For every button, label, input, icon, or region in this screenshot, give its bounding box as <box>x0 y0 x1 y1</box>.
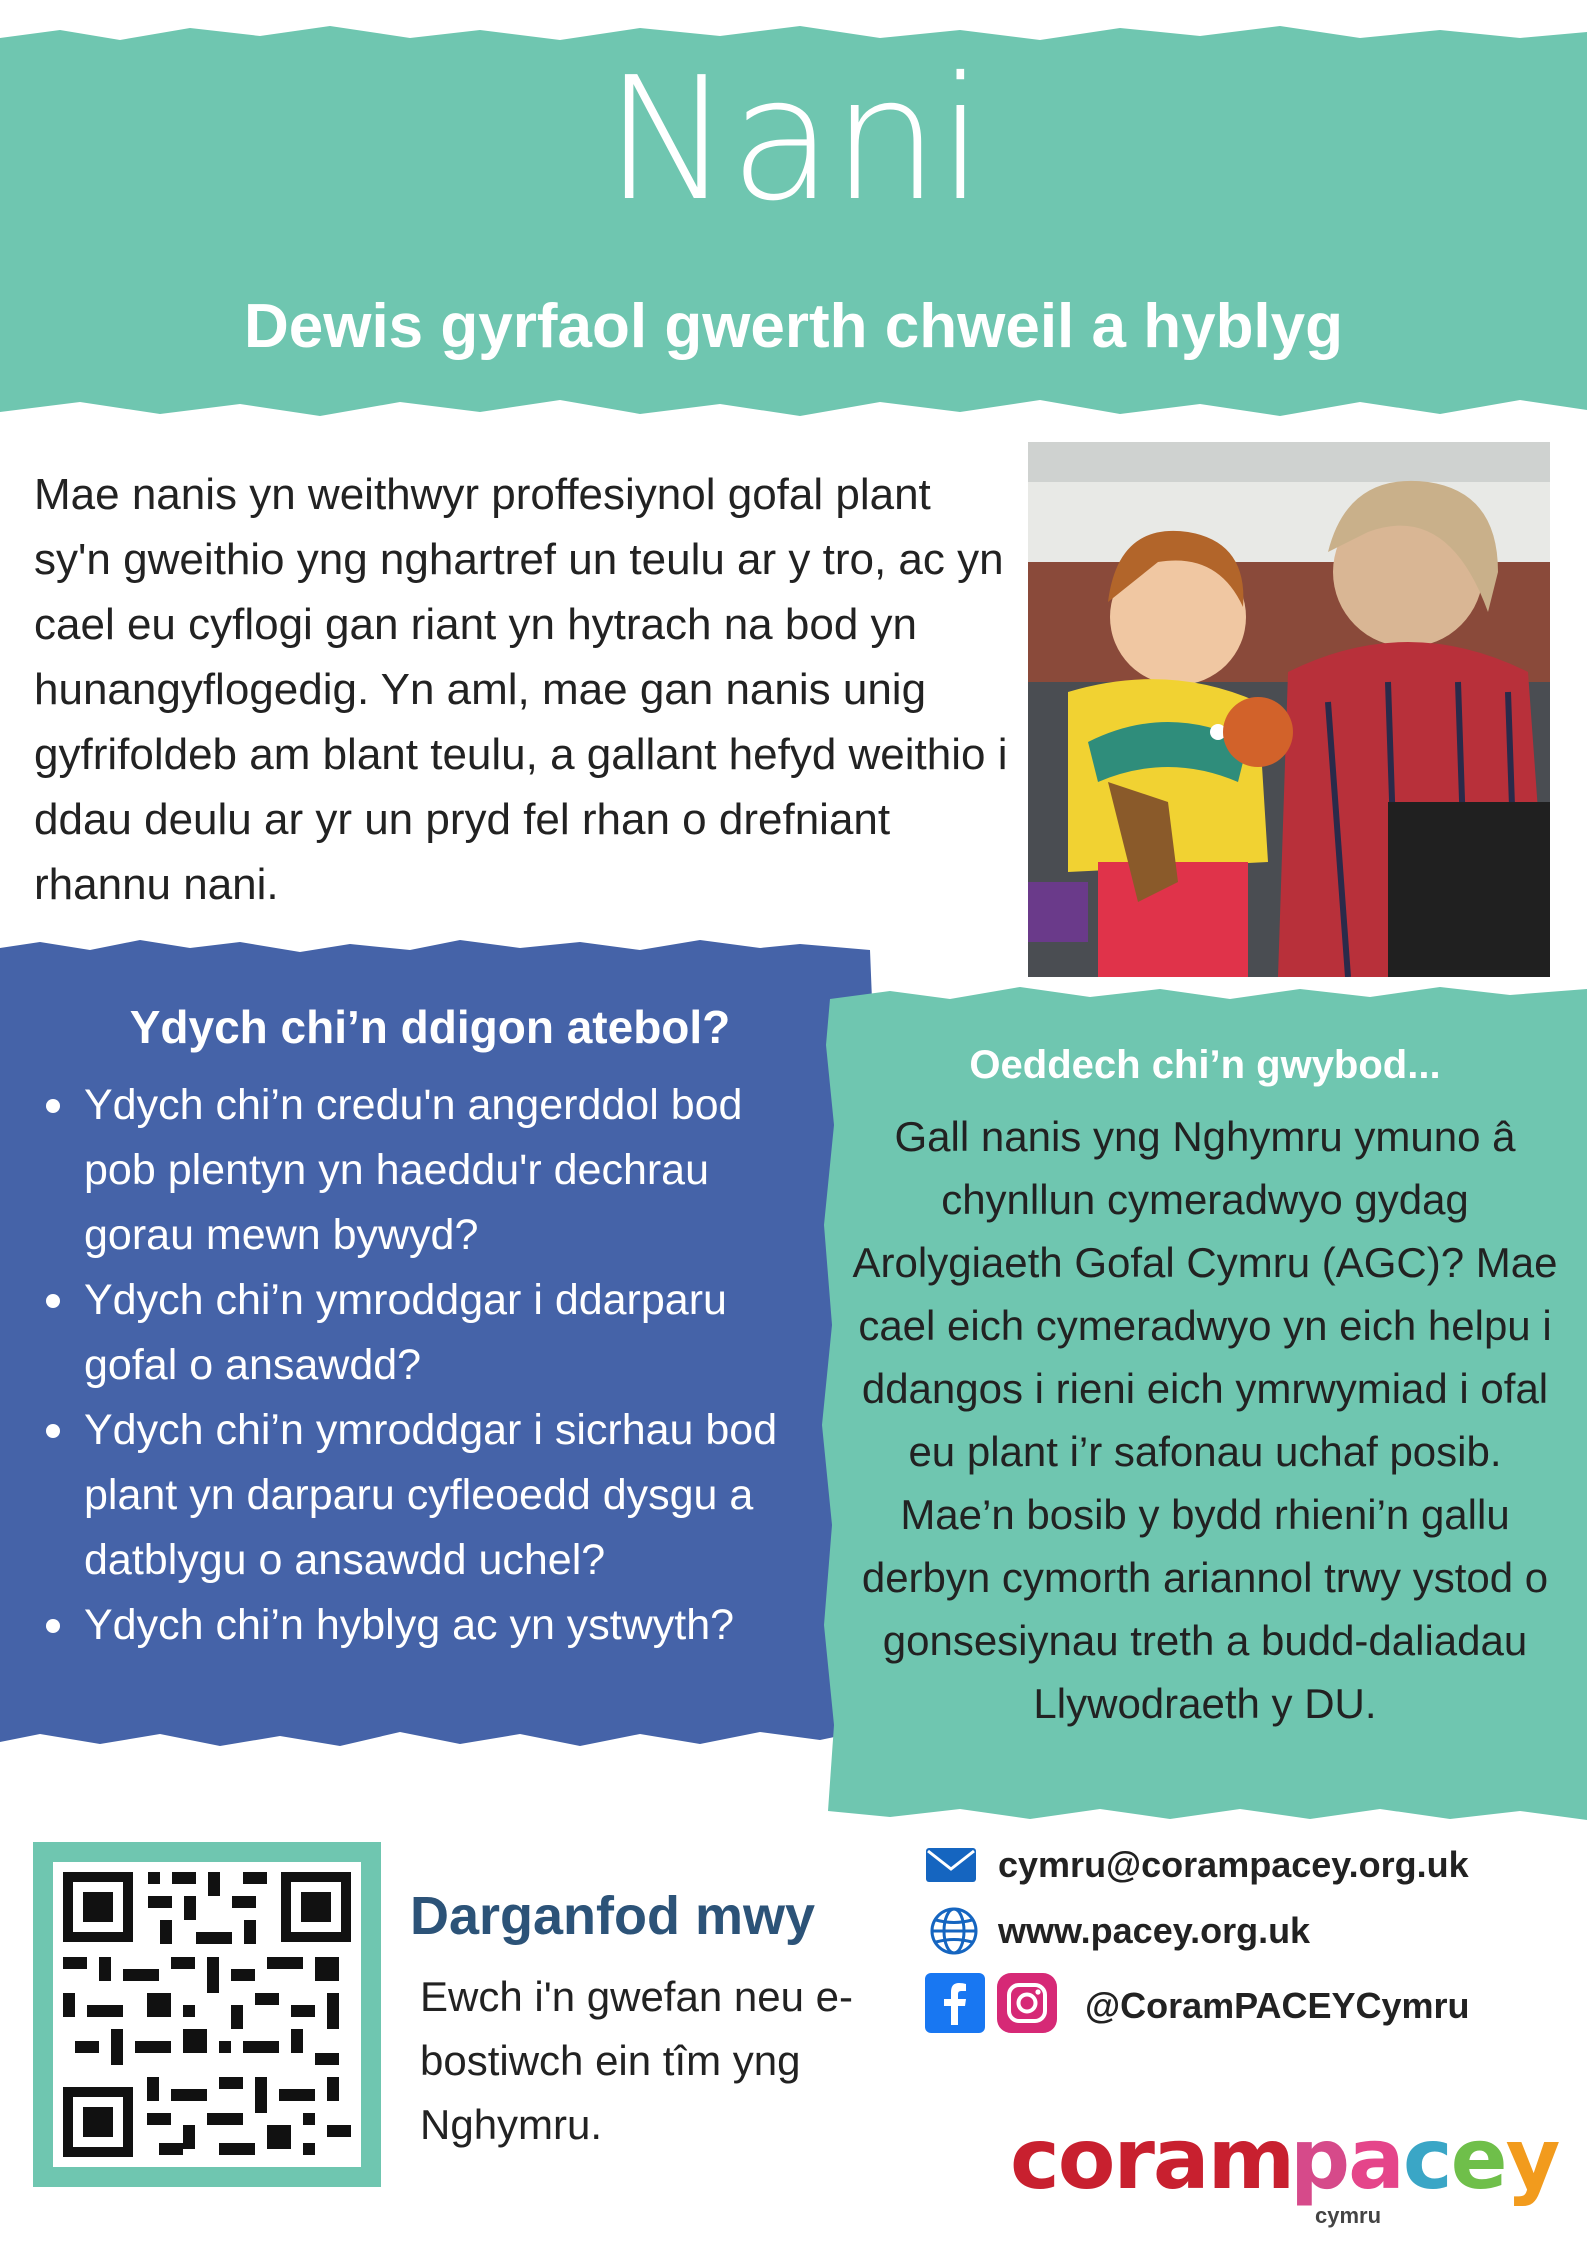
find-more-text: Ewch i'n gwefan neu e-bostiwch ein tîm yng Nghymru. <box>420 1973 853 2148</box>
facebook-icon[interactable] <box>925 1973 985 2033</box>
social-handle[interactable]: @CoramPACEYCymru <box>1085 1985 1470 2026</box>
list-item: Ydych chi’n ymroddgar i sicrhau bod plant yn darparu cyfleoedd dysgu a datblygu o ansawdd uchel? <box>34 1398 814 1593</box>
cymru-logo-text: cymru <box>1315 2203 1382 2228</box>
page-subtitle: Dewis gyrfaol gwerth chweil a hyblyg <box>243 292 1344 361</box>
questions-list <box>34 1073 814 1658</box>
list-item: Ydych chi’n hyblyg ac yn ystwyth? <box>34 1593 814 1658</box>
questions-heading: Ydych chi’n ddigon atebol? <box>129 1001 731 1053</box>
website-link[interactable]: www.pacey.org.uk <box>998 1910 1311 1951</box>
qr-code[interactable] <box>53 1862 361 2167</box>
did-you-know-heading: Oeddech chi’n gwybod... <box>969 1043 1441 1087</box>
page-title: Nani <box>604 41 983 239</box>
instagram-icon[interactable] <box>997 1973 1057 2033</box>
intro-paragraph: Mae nanis yn weithwyr proffesiynol gofal plant sy'n gweithio yng nghartref un teulu ar y tro, ac yn cael eu cyflogi gan riant yn hytrach na bod yn hunangyflogedig. Yn aml, mae gan nanis unig gyfrifoldeb am blant teulu, a gallant hefyd weithio i ddau deulu ar yr un pryd fel rhan o drefniant rhannu nani. <box>34 470 1008 909</box>
email-link[interactable]: cymru@corampacey.org.uk <box>998 1844 1469 1885</box>
find-more-heading: Darganfod mwy <box>410 1886 816 1946</box>
list-item: Ydych chi’n credu'n angerddol bod pob plentyn yn haeddu'r dechrau gorau mewn bywyd? <box>34 1073 814 1268</box>
coram-logo-text: coram <box>1010 2110 1294 2208</box>
globe-icon <box>928 1905 980 1957</box>
envelope-icon <box>925 1845 977 1885</box>
pacey-logo-text: pacey <box>1290 2110 1559 2208</box>
did-you-know-text: Gall nanis yng Nghymru ymuno â chynllun cymeradwyo gydag Arolygiaeth Gofal Cymru (AGC)? Mae cael eich cymeradwyo yn eich helpu i ddangos i rieni eich ymrwymiad i ofal eu plant i’r safonau uchaf posib. Mae’n bosib y bydd rhieni’n gallu derbyn cymorth ariannol trwy ystod o gonsesiynau treth a budd-daliadau Llywodraeth y DU. <box>852 1113 1558 1727</box>
list-item: Ydych chi’n ymroddgar i ddarparu gofal o ansawdd? <box>34 1268 814 1398</box>
nanny-child-photo <box>1028 442 1550 977</box>
